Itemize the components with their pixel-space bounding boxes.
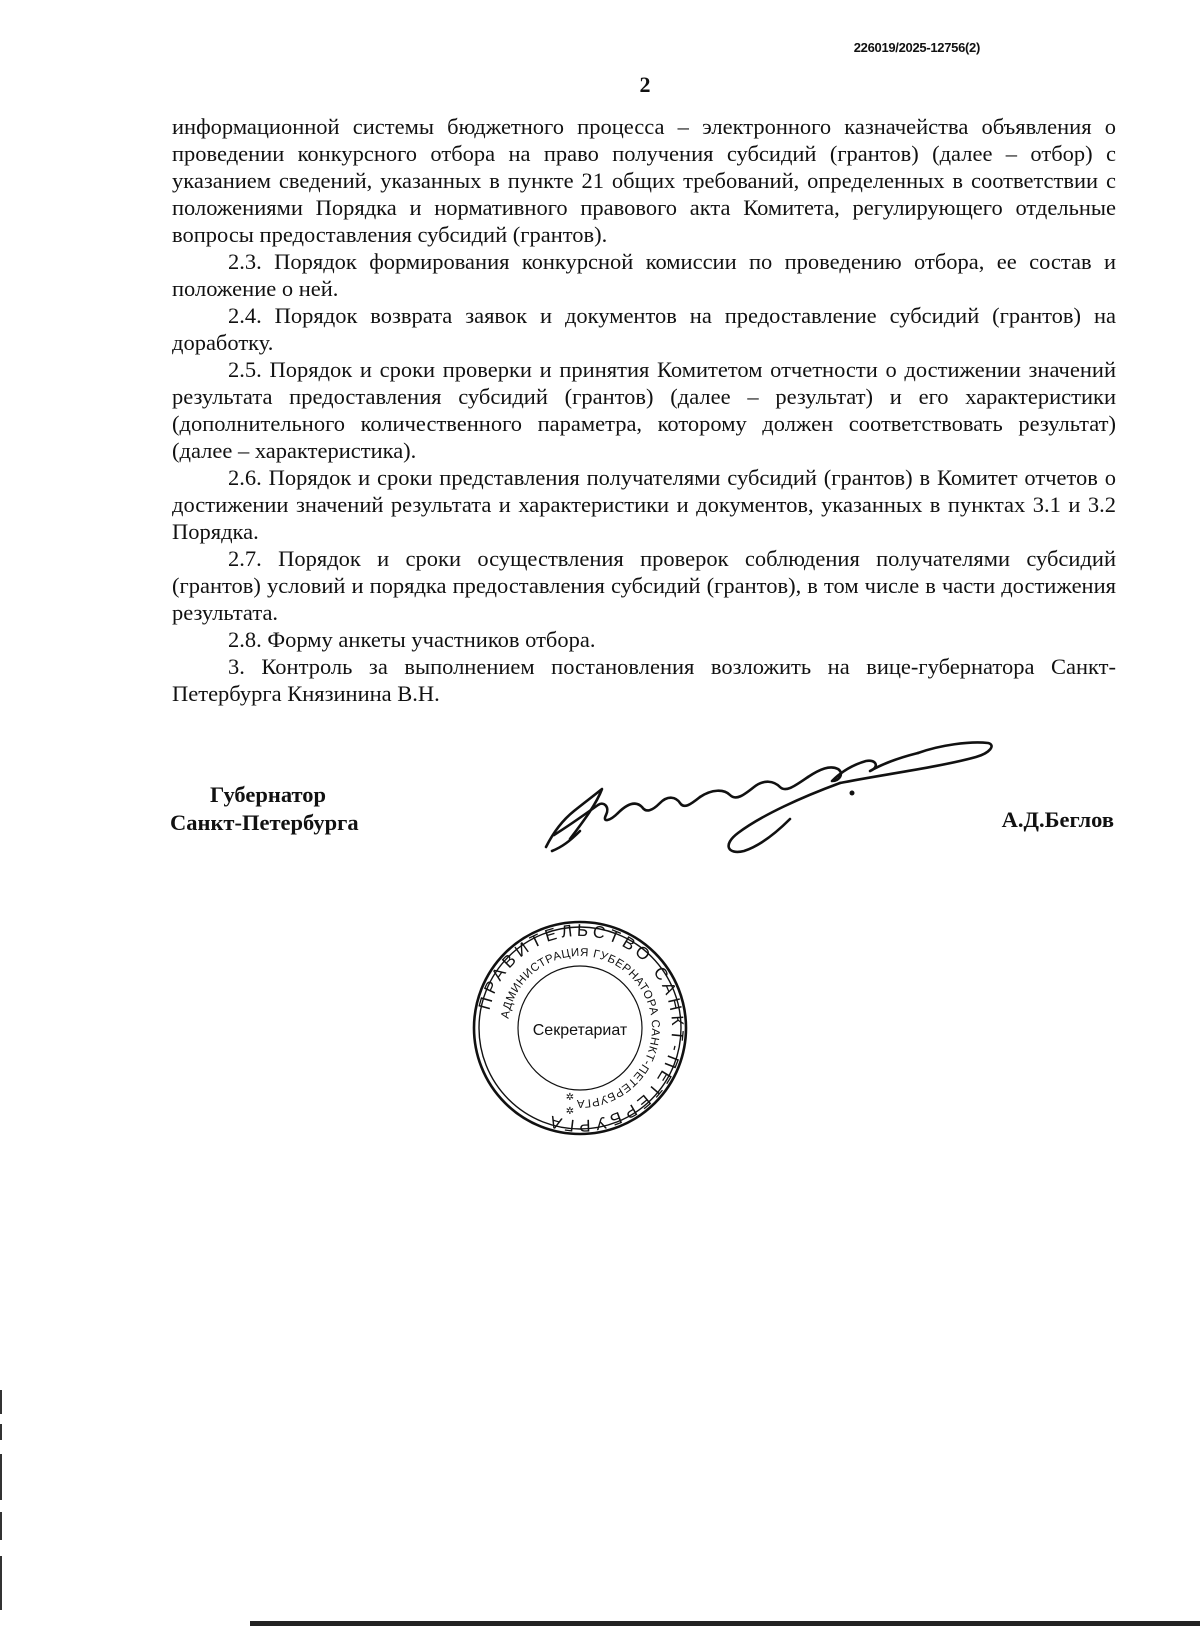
scan-edge-marks bbox=[0, 1390, 6, 1628]
svg-text:✲: ✲ bbox=[565, 1092, 575, 1103]
document-body bbox=[172, 113, 1116, 707]
signer-title-line2: Санкт-Петербурга bbox=[170, 810, 359, 835]
handwritten-signature bbox=[540, 735, 1000, 860]
official-seal bbox=[470, 918, 690, 1138]
paragraph-2-8: 2.8. Форму анкеты участников отбора. bbox=[228, 627, 596, 652]
scan-bottom-edge bbox=[250, 1621, 1200, 1626]
paragraph-2-3: 2.3. Порядок формирования конкурсной комиссии по проведению отбора, ее состав и положение о ней. bbox=[172, 249, 1116, 301]
svg-text:✲: ✲ bbox=[565, 1106, 575, 1117]
paragraph-2-7: 2.7. Порядок и сроки осуществления проверок соблюдения получателями субсидий (грантов) условий и порядка предоставления субсидий (грантов), в том числе в части достижения результата. bbox=[172, 546, 1116, 625]
seal-center-text: Секретариат bbox=[532, 1022, 628, 1039]
paragraph-2-4: 2.4. Порядок возврата заявок и документов на предоставление субсидий (грантов) на доработку. bbox=[172, 303, 1116, 355]
paragraph-continuation: информационной системы бюджетного процесса – электронного казначейства объявления о проведении конкурсного отбора на право получения субсидий (грантов) (далее – отбор) с указанием сведений, указанных в пункте 21 общих требований, определенных в соответствии с положениями Порядка и нормативного правового акта Комитета, регулирующего отдельные вопросы предоставления субсидий (грантов). bbox=[172, 114, 1116, 247]
page-number: 2 bbox=[639, 72, 651, 97]
signer-name: А.Д.Беглов bbox=[1001, 807, 1114, 832]
seal-inner-text: АДМИНИСТРАЦИЯ ГУБЕРНАТОРА САНКТ-ПЕТЕРБУРГА bbox=[499, 946, 662, 1110]
signer-title-line1: Губернатор bbox=[210, 782, 327, 807]
paragraph-2-6: 2.6. Порядок и сроки представления получателями субсидий (грантов) в Комитет отчетов о достижении значений результата и характеристики и документов, указанных в пунктах 3.1 и 3.2 Порядка. bbox=[172, 465, 1116, 544]
document-id: 226019/2025-12756(2) bbox=[853, 40, 980, 55]
paragraph-2-5: 2.5. Порядок и сроки проверки и принятия Комитетом отчетности о достижении значений результата предоставления субсидий (грантов) (далее – результат) и его характеристики (дополнительного количественного параметра, которому должен соответствовать результат) (далее – характеристика). bbox=[172, 357, 1116, 463]
signer-title bbox=[170, 781, 359, 837]
seal-outer-text: ПРАВИТЕЛЬСТВО САНКТ-ПЕТЕРБУРГА bbox=[474, 920, 688, 1136]
paragraph-3: 3. Контроль за выполнением постановления возложить на вице-губернатора Санкт-Петербурга Князинина В.Н. bbox=[172, 654, 1116, 706]
